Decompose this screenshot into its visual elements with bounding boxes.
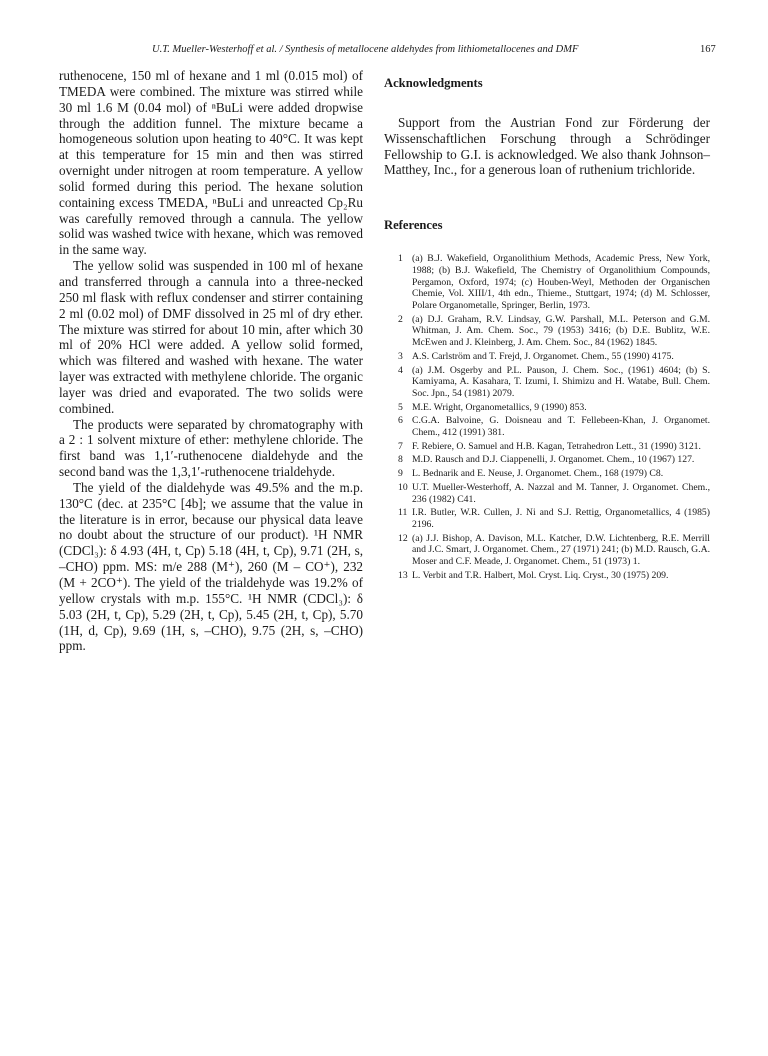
reference-number: 1 [398, 253, 403, 265]
reference-item [384, 441, 714, 453]
reference-text: U.T. Mueller-Westerhoff, A. Nazzal and M. Tanner, J. Organomet. Chem., 236 (1982) C41. [412, 481, 710, 505]
reference-text: M.D. Rausch and D.J. Ciappenelli, J. Organomet. Chem., 10 (1967) 127. [412, 454, 695, 466]
reference-number: 4 [398, 364, 403, 376]
reference-text: L. Verbit and T.R. Halbert, Mol. Cryst. Liq. Cryst., 30 (1975) 209. [412, 569, 669, 581]
reference-number: 9 [398, 468, 403, 480]
reference-item [384, 570, 714, 582]
reference-item [384, 415, 714, 438]
reference-number: 12 [398, 532, 408, 544]
acknowledgments-heading: Acknowledgments [384, 76, 483, 90]
reference-item [384, 454, 714, 466]
reference-number: 7 [398, 440, 403, 452]
reference-text: A.S. Carlström and T. Frejd, J. Organomet. Chem., 55 (1990) 4175. [412, 350, 674, 362]
reference-item [384, 402, 714, 414]
reference-text: F. Rebiere, O. Samuel and H.B. Kagan, Tetrahedron Lett., 31 (1990) 3121. [412, 440, 701, 452]
reference-text: (a) J.M. Osgerby and P.L. Pauson, J. Chem. Soc., (1961) 4604; (b) S. Kamiyama, A. Kasahara, T. Izumi, I. Shimizu and H. Watabe, Bull. Chem. Soc. Jpn., 54 (1981) 2079. [412, 364, 710, 399]
reference-text: (a) J.J. Bishop, A. Davison, M.L. Katcher, D.W. Lichtenberg, R.E. Merrill and J.C. Smart, J. Organomet. Chem., 27 (1971) 241; (b) M.D. Rausch, G.A. Moser and C.F. Meade, J. Organomet. Chem., 51 (1973) 1. [412, 532, 710, 568]
reference-item [384, 314, 714, 349]
reference-text: (a) D.J. Graham, R.V. Lindsay, G.W. Parshall, M.L. Peterson and G.M. Whitman, J. Am. Chem. Soc., 79 (1953) 3416; (b) D.E. Bublitz, W.E. McEwen and J. Kleinberg, J. Am. Chem. Soc., 84 (1962) 1845. [412, 313, 710, 349]
reference-number: 11 [398, 507, 408, 519]
reference-number: 13 [398, 569, 408, 581]
reference-item [384, 253, 714, 312]
body-paragraph: The products were separated by chromatography with a 2 : 1 solvent mixture of ether: methylene chloride. The first band was 1,1′-ruthenocene dialdehyde and the second band was the 1,3,1′-ruthenocene trialdehyde. [59, 416, 363, 480]
running-head: U.T. Mueller-Westerhoff et al. / Synthesis of metallocene aldehydes from lithiometallocenes and DMF [152, 44, 579, 55]
body-paragraph: The yield of the dialdehyde was 49.5% and the m.p. 130°C (dec. at 235°C [4b]; we assume that the value in the literature is in error, because our physical data leave no doubt about the structure of our product). ¹H NMR (CDCl₃): δ 4.93 (4H, t, Cp) 5.18 (4H, t, Cp), 9.71 (2H, s, –CHO) ppm. MS: m/e 288 (M⁺), 260 (M – CO⁺), 232 (M + 2CO⁺). The yield of the trialdehyde was 19.2% of yellow crystals with m.p. 155°C. ¹H NMR (CDCl₃): δ 5.03 (2H, t, Cp), 5.29 (2H, t, Cp), 5.45 (2H, t, Cp), 5.70 (1H, d, Cp), 9.69 (1H, s, –CHO), 9.75 (2H, s, –CHO) ppm. [59, 479, 363, 654]
body-paragraph: ruthenocene, 150 ml of hexane and 1 ml (0.015 mol) of TMEDA were combined. The mixture was stirred while 30 ml 1.6 M (0.04 mol) of ⁿBuLi were added dropwise through the addition funnel. The mixture became a homogeneous solution upon heating to 40°C. It was kept at this temperature for 15 min and then was stirred overnight under nitrogen at room temperature. A yellow solid formed during this period. The hexane solution containing excess TMEDA, ⁿBuLi and unreacted Cp₂Ru was carefully removed through a cannula. The yellow solid was washed twice with hexane, which was removed in the same way. [59, 68, 363, 258]
left-column [59, 68, 363, 654]
body-paragraph: The yellow solid was suspended in 100 ml of hexane and transferred through a cannula into a three-necked 250 ml flask with reflux condenser and stirrer containing 2 ml (0.02 mol) of DMF dissolved in 25 ml of dry ether. The mixture was stirred for about 10 min, after which 30 ml of 20% HCl were added. A yellow solid formed, which was filtered and washed with hexane. The water layer was extracted with methylene chloride. The organic layer was dried and evaporated. The two solids were combined. [59, 258, 363, 416]
reference-number: 2 [398, 313, 403, 325]
reference-text: I.R. Butler, W.R. Cullen, J. Ni and S.J. Rettig, Organometallics, 4 (1985) 2196. [412, 507, 710, 530]
reference-text: C.G.A. Balvoine, G. Doisneau and T. Fellebeen-Khan, J. Organomet. Chem., 412 (1991) 381. [412, 415, 710, 439]
reference-item [384, 533, 714, 568]
reference-item [384, 468, 714, 480]
reference-number: 3 [398, 350, 403, 362]
reference-item [384, 482, 714, 505]
reference-number: 5 [398, 401, 403, 413]
reference-number: 10 [398, 481, 408, 493]
reference-text: (a) B.J. Wakefield, Organolithium Methods, Academic Press, New York, 1988; (b) B.J. Wakefield, The Chemistry of Organolithium Compounds, Pergamon, Oxford, 1974; (c) Houben-Weyl, Methoden der Organischen Chemie, Vol. XIII/1, 4th edn., Thieme., Stuttgart, 1974; (d) M. Schlosser, Polare Organometalle, Springer, Berlin, 1973. [412, 253, 710, 311]
reference-item [384, 507, 714, 530]
reference-text: L. Bednarik and E. Neuse, J. Organomet. Chem., 168 (1979) C8. [412, 468, 664, 480]
reference-number: 6 [398, 415, 403, 427]
references-heading: References [384, 218, 443, 233]
reference-item [384, 351, 714, 363]
page-number: 167 [700, 44, 716, 55]
right-column [384, 76, 714, 583]
reference-text: M.E. Wright, Organometallics, 9 (1990) 853. [412, 401, 587, 413]
acknowledgments-text: Support from the Austrian Fond zur Förderung der Wissenschaftlichen Forschung through a Schrödinger Fellowship to G.I. is acknowledged. We also thank Johnson–Matthey, Inc., for a generous loan of ruthenium trichloride. [384, 115, 710, 178]
reference-item [384, 365, 714, 400]
reference-list [384, 253, 714, 581]
reference-number: 8 [398, 454, 403, 466]
